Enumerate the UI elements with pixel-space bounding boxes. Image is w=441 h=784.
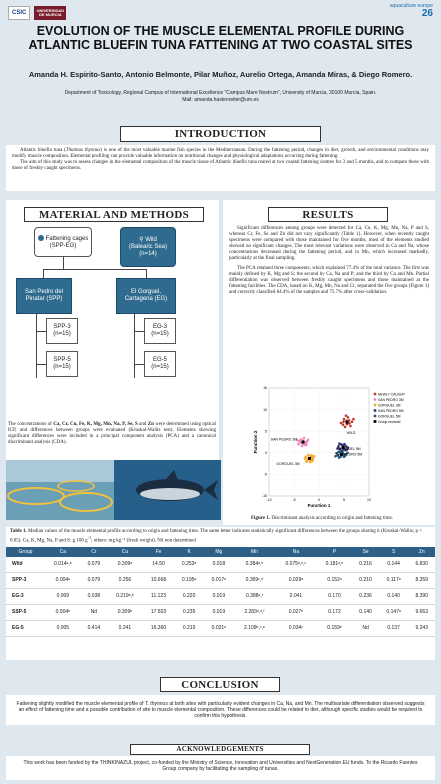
table-cell: 0.019 [204,588,234,604]
spp5-label: SPP-5 [53,357,71,363]
results-paragraph-1: Significant differences among groups were detected for Ca, Cu, K, Mg, Mn, Na, P and S, whereas Cr, Fe, Se and Zn did not vary significantly (Table 1). However, when recently caught specimens were compared with those maintained for five months, most of the elements studied showed no significant changes. The most relevant variations were observed in Ca and Na, whose concentrations decreased during the fattening period, and in Mn, which increased markedly, particularly at the final sampling. [229,226,429,262]
point-annotation: GORGUEL 3M [276,461,300,466]
table-cell: 0.140 [352,604,378,620]
um-logo: UNIVERSIDAD DE MURCIA [34,6,66,20]
eg5-label: EG-5 [152,357,167,363]
data-point [349,425,352,428]
table-cell: 0.219ᵃ,ᵇ [107,588,143,604]
data-point [301,445,304,448]
data-point [352,418,355,421]
table-caption-pre: Median values of the muscle elemental profile according to origin and fattening time. The same letter indicates statistically significant differences between the groups sharing it (Kruskal-Wallis; p < 0.05). Ca, K, Mg, Na, P and S: g 100 g [10,529,423,544]
table-cell: 0.236 [352,588,378,604]
table-cell: 0.220 [174,588,204,604]
table-header-cell: Ca [45,547,81,557]
data-point [342,420,345,423]
table-cell: 0.018 [204,557,234,573]
conclusion-post: at both sites with particularly evident changes in Ca, Na, and Mn. The multivariate differentiation observed suggests an effect of fattening time and a possible contribution of site to muscle elemental composition. These differences could be related to diet, although specific studies would be required to confirm this hypothesis. [18,701,425,719]
table-cell: 0.144 [379,557,409,573]
spp3-n: (n=15) [53,331,71,337]
table-cell: 0.004ᵃ [45,572,81,588]
data-point [307,439,310,442]
table-header-cell: Se [352,547,378,557]
table-cell: 8.359 [408,572,435,588]
point-annotation: WILD [346,430,356,435]
legend-entry: GORGUEL 5M [378,414,401,419]
table-header-cell: Cr [81,547,107,557]
connector-line [43,269,146,270]
eg3-n: (n=15) [151,331,169,337]
table-header-cell: Zn [408,547,435,557]
legend-marker [374,404,377,407]
author-list: Amanda H. Espirito-Santo, Antonio Belmonte, Pilar Muñoz, Aurelio Ortega, Amanda Miras, & Diego Romero. [28,70,413,79]
table-cell: 16.360 [143,620,174,636]
table-cell: 0.038 [81,588,107,604]
wild-label-text: Wild [145,236,157,243]
table-cell: Nd [81,604,107,620]
results-paragraph-2: The PCA retained three components, which explained 77.4% of the total variance. The first was mainly defined by K, Mg and S; the second by Ca, Na and P; and the third by Cu and Mn. Partial differentiation was observed between freshly caught specimens and those maintained at the fattening facilities. The CDA, based on K, Mg, Mn, Na and Cr, separated the five groups (Figure 1) and correctly classified 84.4% of the samples and 75.7% after cross-validation. [229,265,429,295]
table-header-cell: P [317,547,353,557]
table-row [6,588,435,604]
contact-mail: Mail: amanda.hastenreiter@um.es [182,96,259,103]
eg5-n: (n=15) [151,364,169,370]
data-point [344,426,347,429]
table-header-cell: Fe [143,547,174,557]
connector-line [63,257,64,269]
conclusion-species: T. thynnus [144,701,168,707]
fattening-cages-label [38,235,89,243]
wild-region: (Balearic Sea) [128,243,167,250]
table-caption-label: Table 1. [10,529,27,534]
x-tick-label: 5 [343,498,345,502]
eg3-label: EG-3 [152,324,167,330]
fattening-sub: (SPP-EG) [49,242,77,249]
discriminant-chart [251,382,421,514]
table-cell: 17.503 [143,604,174,620]
table-cell: 0.152ᵃ [317,572,353,588]
methods-text [8,422,216,446]
chart-points [271,414,363,466]
table-group-cell: SSP-5 [6,604,45,620]
table-group-cell: Wild [6,557,45,573]
introduction-box [6,145,435,191]
figure-caption-text: Discriminant analysis according to origin and fattening time. [271,516,393,521]
csic-logo: CSIC [8,6,30,20]
table-cell: 0.309ᵃ [107,557,143,573]
legend-entry: NEWLY CAUGHT [378,392,406,397]
legend-marker [374,409,377,412]
legend-marker [374,415,377,418]
table-cell: 0.172 [317,604,353,620]
results-text [229,226,429,299]
legend-entry: SAN PEDRO 3M [378,397,404,402]
table-row [6,572,435,588]
connector-line [134,331,144,332]
data-point [340,422,343,425]
table-group-cell: SPP-3 [6,572,45,588]
wild-box [120,227,176,267]
table-cell: 0.235 [174,604,204,620]
table-row [6,604,435,620]
table-cell: 0.210 [352,572,378,588]
connector-line [36,331,46,332]
table-group-cell: EG-5 [6,620,45,636]
x-tick-label: 0 [318,498,320,502]
table-cell: 0.414 [81,620,107,636]
table-header-cell: Cu [107,547,143,557]
x-axis-label: Function 1 [307,503,331,508]
table-cell: 0.195ᵃ [174,572,204,588]
table-cell: 0.014ᵃ,ᵇ [45,557,81,573]
table-cell: 0.034ᶜ [275,620,316,636]
table-cell: 0.041 [275,588,316,604]
spp3-label: SPP-3 [53,324,71,330]
table-cell: 11.123 [143,588,174,604]
spp3-box [46,318,78,344]
table-caption-post: ; others: mg kg⁻¹ (fresh weight). Nd non determined [91,538,196,544]
table-cell: 0.256 [107,572,143,588]
eg3-box [144,318,176,344]
table-cell: 0.219 [174,620,204,636]
table-cell: 0.137 [379,620,409,636]
table-header-cell: S [379,547,409,557]
acknowledgements-text: This work has been funded by the THINKINAZUL project, co-funded by the Ministry of Science, Innovation and Universities and NextGeneration EU funds. To the Ricardo Fuentes Group company by facilitating the sampling of tunas. [6,756,435,780]
y-axis-label: Function 2 [253,430,258,454]
table-cell: 0.388ᵉ,ᶠ [234,588,275,604]
results-heading: RESULTS [268,207,388,222]
table-header-cell: K [174,547,204,557]
table-cell: 0.253ᵃ [174,557,204,573]
data-point [311,456,314,459]
table-cell: 9.663 [408,604,435,620]
table-cell: 0.004ᵇ [45,604,81,620]
table-header-cell: Mg [204,547,234,557]
data-point [307,454,310,457]
data-point [309,461,312,464]
table-cell: 0.140 [379,588,409,604]
introduction-heading: INTRODUCTION [120,126,321,142]
intro-species: Thunnus thynnus [65,148,101,153]
logo-group [8,6,66,20]
table-cell: Nd [352,620,378,636]
group-centroid [302,441,305,444]
gear-icon [38,235,44,241]
intro-p1-pre: Atlantic bluefin tuna ( [20,148,66,153]
wild-n: (n=14) [139,250,157,257]
data-point [351,420,354,423]
connector-line [134,314,135,378]
methods-zn: Zn [147,422,154,427]
table-row [6,557,435,573]
y-tick-label: 5 [265,429,267,434]
methods-heading: MATERIAL AND METHODS [24,207,204,222]
poster-title: EVOLUTION OF THE MUSCLE ELEMENTAL PROFILE DURING ATLANTIC BLUEFIN TUNA FATTENING AT TWO COASTAL SITES [28,24,413,52]
aquaculture-europe-logo [390,4,433,19]
table-body [6,557,435,637]
table-cell: 8.390 [408,588,435,604]
table-cell: 6.830 [408,557,435,573]
point-annotation: SAN PEDRO 3M [270,437,298,442]
x-tick-label: -10 [266,498,272,502]
fattening-label-text: Fattening cages [45,235,89,242]
data-point [297,443,300,446]
spp5-n: (n=15) [53,364,71,370]
table-cell: 2.283ᵃ,ᵈ,ᶠ [234,604,275,620]
legend-entry: SAN PEDRO 5M [378,408,404,413]
table-cell: 2.109ᵇ,ᶜ,ᵉ [234,620,275,636]
table-cell: 0.369ᶜ,ᵈ [234,572,275,588]
affiliation-text: Department of Toxicology, Regional Campus of International Excellence “Campus Mare Nostrum”, University of Murcia, 30100 Murcia, Spain. [64,90,377,96]
table-caption-sup: -1 [87,535,92,540]
data-point [348,422,351,425]
data-point [342,423,345,426]
table-cell: 0.017ᵃ [204,572,234,588]
point-annotation: SAN PEDRO 5M [335,452,363,457]
table-row [6,620,435,636]
eg5-box [144,351,176,377]
table-header-row [6,547,435,557]
intro-p1-post: ) is one of the most valuable marine fish species in the Mediterranean. During the fattening period, changes in diet, growth, and environmental conditions may modify muscle composition. Elemental profiling can provide valuable information on nutritional changes and physiological adaptations occurring during fattening. [12,148,429,159]
table-cell: 0.181ᵃ,ᵇ [317,557,353,573]
x-tick-label: -5 [292,498,296,502]
table-cell: 0.079 [81,557,107,573]
point-annotation: GORGUEL 5M [337,447,361,452]
spp5-box [46,351,78,377]
table-caption [6,527,435,547]
table-cell: 0.384ᵃ,ᵇ [234,557,275,573]
data-point [347,416,350,419]
table-header-cell: Mn [234,547,275,557]
methods-text-and: and [137,422,148,427]
acknowledgements-heading: ACKNOWLEDGEMENTS [130,744,310,755]
tuna-photo [114,460,221,520]
table-header-cell: Group [6,547,45,557]
table-cell: 9.243 [408,620,435,636]
table-cell: 0.079 [81,572,107,588]
table-cell: 0.241 [107,620,143,636]
conclusion-box [6,695,435,725]
data-point [305,460,308,463]
results-panel [223,200,435,525]
table-cell: 0.159ᵇ [317,620,353,636]
affiliation [20,90,421,103]
results-table-panel [6,527,435,660]
connector-line [36,314,37,378]
group-centroid [308,457,311,460]
data-point [305,444,308,447]
legend-entry: Group centroid [378,419,401,424]
figure-caption [251,516,393,521]
y-tick-label: -5 [263,472,267,477]
data-point [303,437,306,440]
table-cell: 10.668 [143,572,174,588]
ae-logo-text: aquaculture europe [389,3,433,9]
table-cell: 0.309ᵇ [107,604,143,620]
table-cell: 0.019 [204,604,234,620]
spp-site-box: San Pedro del Pinatar (SPP) [16,278,72,314]
legend-marker [374,420,377,423]
conclusion-pre: Fattening slightly modified the muscle elemental profile of [16,701,145,707]
fish-icon: ⚲ [139,236,146,243]
data-point [304,457,307,460]
ae-logo-number: 26 [421,8,433,19]
tuna-photo-illustration [114,460,221,520]
data-point [343,418,346,421]
fattening-cages-box [34,227,92,257]
chart-legend [374,392,405,424]
elemental-table [6,547,435,637]
y-tick-label: -10 [261,494,267,499]
x-tick-label: 10 [367,498,371,502]
eg-site-box: El Gorguel, Cartagena (EG) [116,278,176,314]
connector-line [134,364,144,365]
methods-text-pre: The concentrations of [8,422,54,427]
intro-paragraph-2: The aim of this study was to assess changes in the elemental composition of the muscle tissue of Atlantic bluefin tuna reared at two coastal fattening centres for 3 and 5 months, and to compare these with those of freshly caught specimens. [12,160,429,171]
table-header-cell: Na [275,547,316,557]
intro-paragraph-1 [12,148,429,160]
y-tick-label: 10 [263,407,267,412]
data-point [338,442,341,445]
connector-line [36,364,46,365]
table-cell: 0.147ᵃ [379,604,409,620]
conclusion-heading: CONCLUSION [160,677,280,692]
table-group-cell: EG-3 [6,588,45,604]
methods-text-post: were determined using optical ICP, and differences between groups were evaluated (Kruskal-Wallis test). Elements showing significant differences were included in a principal component analysis (PCA) and a canonical discriminant analysis (CDA). [8,422,217,445]
connector-line [43,269,44,278]
cage-photo-illustration [6,460,114,520]
table-cell: 0.029ᵃ [275,572,316,588]
figure-caption-label: Figure 1. [251,516,271,521]
y-tick-label: 15 [263,386,267,391]
table-cell: 14.50 [143,557,174,573]
table-cell: 0.027ᵇ [275,604,316,620]
table-cell: 0.117ᵃ [379,572,409,588]
table-cell: 0.216 [352,557,378,573]
legend-marker [374,398,377,401]
table-cell: 0.005 [45,620,81,636]
y-tick-label: 0 [265,451,267,455]
table-cell: 0.009 [45,588,81,604]
fattening-cage-photo [6,460,114,520]
data-point [345,414,348,417]
methods-elements: Ca, Cr, Cu, Fe, K, Mg, Mn, Na, P, Se, S [53,422,138,427]
legend-entry: GORGUEL 3M [378,403,401,408]
connector-line [146,269,147,278]
wild-label [139,237,157,244]
table-cell: 0.170 [317,588,353,604]
legend-marker [374,393,377,396]
table-cell: 0.075ᵃ,ᵇ,ᶜ [275,557,316,573]
table-cell: 0.021ᵃ [204,620,234,636]
group-centroid [346,421,349,424]
